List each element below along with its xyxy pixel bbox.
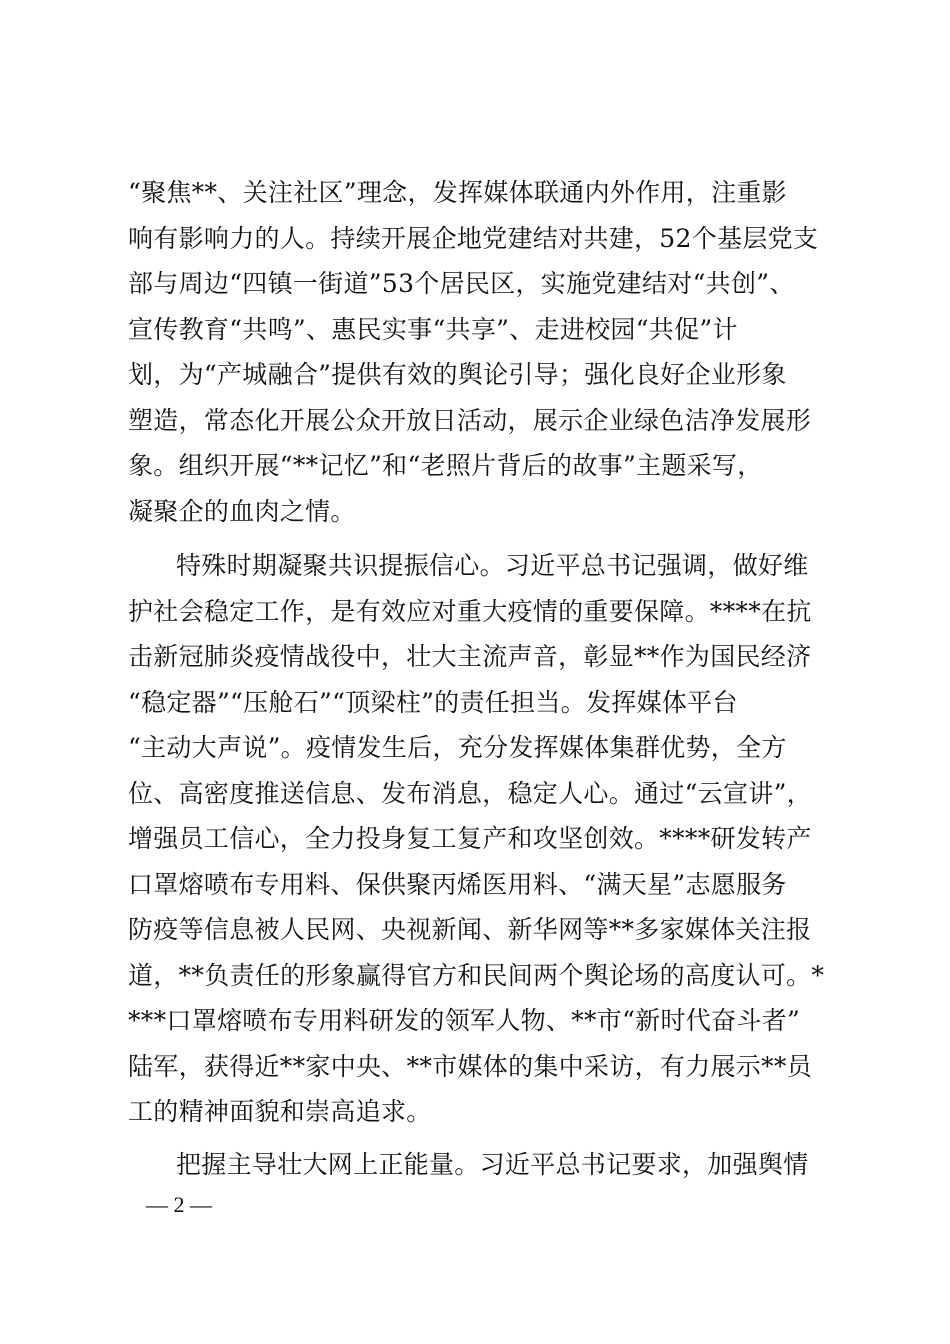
text-line: 凝聚企的血肉之情。 [128,496,356,526]
text-line: 响有影响力的人。持续开展企地党建结对共建，52个基层党支 [128,223,819,253]
text-line: 增强员工信心，全力投身复工复产和攻坚创效。****研发转产 [128,824,812,853]
text-line: 宣传教育“共鸣”、惠民实事“共享”、走进校园“共促”计 [128,314,738,344]
paragraph-special-period [128,543,833,1135]
text-line: 防疫等信息被人民网、央视新闻、新华网等**多家媒体关注报 [128,915,812,944]
text-line: “主动大声说”。疫情发生后，充分发挥媒体集群优势，全方 [128,733,787,762]
paragraph-online-energy [128,1142,833,1188]
text-line: 护社会稳定工作，是有效应对重大疫情的重要保障。****在抗 [128,596,812,626]
text-line: “稳定器”“压舱石”“顶梁柱”的责任担当。发挥媒体平台 [128,687,738,717]
paragraph-community-engagement [128,170,833,534]
text-line: 部与周边“四镇一街道”53个居民区，实施党建结对“共创”、 [128,269,795,298]
text-line: ***口罩熔喷布专用料研发的领军人物、**市“新时代奋斗者” [128,1006,801,1035]
text-line: 把握主导壮大网上正能量。习近平总书记要求，加强舆情 [176,1150,809,1179]
text-line: 口罩熔喷布专用料、保供聚丙烯医用料、“满天星”志愿服务 [128,869,787,899]
text-line: 击新冠肺炎疫情战役中，壮大主流声音，彰显**作为国民经济 [128,642,812,671]
page-number: — 2 — [146,1192,212,1217]
text-line: 工的精神面貌和崇高追求。 [128,1097,432,1126]
text-line: 划，为“产城融合”提供有效的舆论引导；强化良好企业形象 [128,360,787,389]
text-line: 陆军，获得近**家中央、**市媒体的集中采访，有力展示**员 [128,1051,813,1081]
text-line: 特殊时期凝聚共识提振信心。习近平总书记强调，做好维 [176,551,809,580]
text-line: 位、高密度推送信息、发布消息，稳定人心。通过“云宣讲”， [128,778,812,808]
text-line: “聚焦**、关注社区”理念，发挥媒体联通内外作用，注重影 [128,178,787,207]
text-line: 道，**负责任的形象赢得官方和民间两个舆论场的高度认可。* [128,960,825,990]
text-line: 塑造，常态化开展公众开放日活动，展示企业绿色洁净发展形 [128,405,812,435]
text-line: 象。组织开展“**记忆”和“老照片背后的故事”主题采写， [128,451,763,480]
